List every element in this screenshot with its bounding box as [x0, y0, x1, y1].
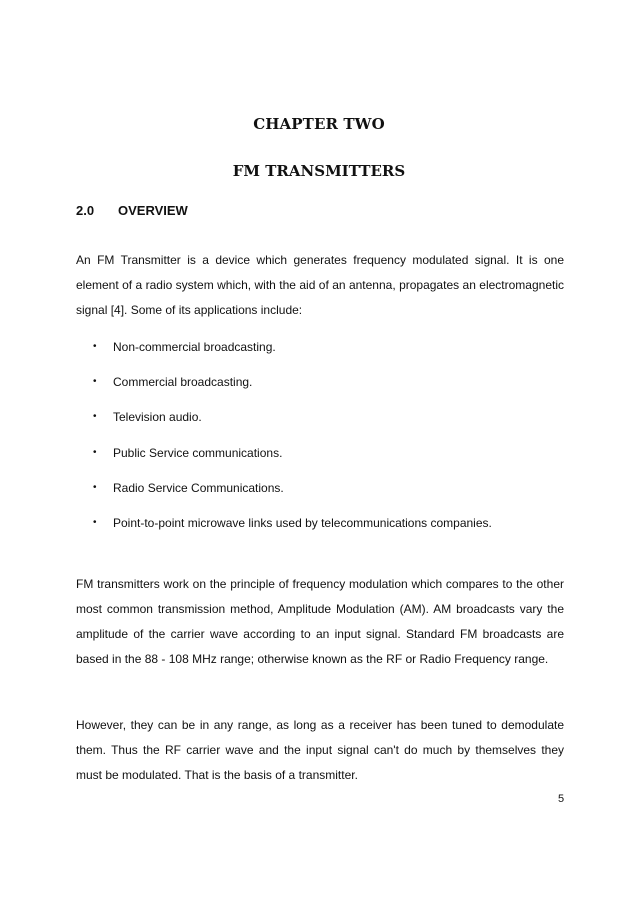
list-item: [93, 476, 492, 511]
list-item-text: Non-commercial broadcasting.: [113, 340, 276, 354]
bullet-icon: •: [93, 411, 97, 423]
applications-list: [93, 335, 492, 546]
chapter-subtitle: FM TRANSMITTERS: [232, 162, 406, 180]
bullet-icon: •: [93, 341, 97, 352]
list-item: [93, 405, 492, 440]
list-item: [93, 335, 492, 370]
list-item: [93, 370, 492, 405]
bullet-icon: •: [93, 376, 97, 388]
list-item: [93, 511, 492, 546]
list-item-text: Commercial broadcasting.: [113, 375, 253, 390]
bullet-icon: •: [93, 516, 97, 528]
intro-paragraph: An FM Transmitter is a device which generates frequency modulated signal. It is one element of a radio system which, with the aid of an antenna, propagates an electromagnetic signal [4]. Some of its applications include:: [76, 253, 564, 317]
section-heading: [76, 203, 188, 218]
section-number: 2.0: [76, 203, 95, 218]
chapter-title: CHAPTER TWO: [253, 115, 385, 133]
list-item-text: Point-to-point microwave links used by telecommunications companies.: [113, 515, 492, 530]
range-paragraph: However, they can be in any range, as long as a receiver has been tuned to demodulate them. Thus the RF carrier wave and the input signal can't do much by themselves they must be modulated. That is the basis of a transmitter.: [76, 718, 564, 782]
section-title: OVERVIEW: [118, 203, 188, 218]
bullet-icon: •: [93, 446, 97, 458]
page-number: 5: [558, 793, 565, 805]
list-item-text: Radio Service Communications.: [113, 480, 284, 495]
list-item: [93, 441, 492, 476]
principle-paragraph: FM transmitters work on the principle of frequency modulation which compares to the other most common transmission method, Amplitude Modulation (AM). AM broadcasts vary the amplitude of the carrier wave according to an input signal. Standard FM broadcasts are based in the 88 - 108 MHz range; otherwise known as the RF or Radio Frequency range.: [76, 577, 564, 666]
list-item-text: Television audio.: [113, 410, 202, 425]
list-item-text: Public Service communications.: [113, 445, 283, 460]
bullet-icon: •: [93, 481, 97, 493]
